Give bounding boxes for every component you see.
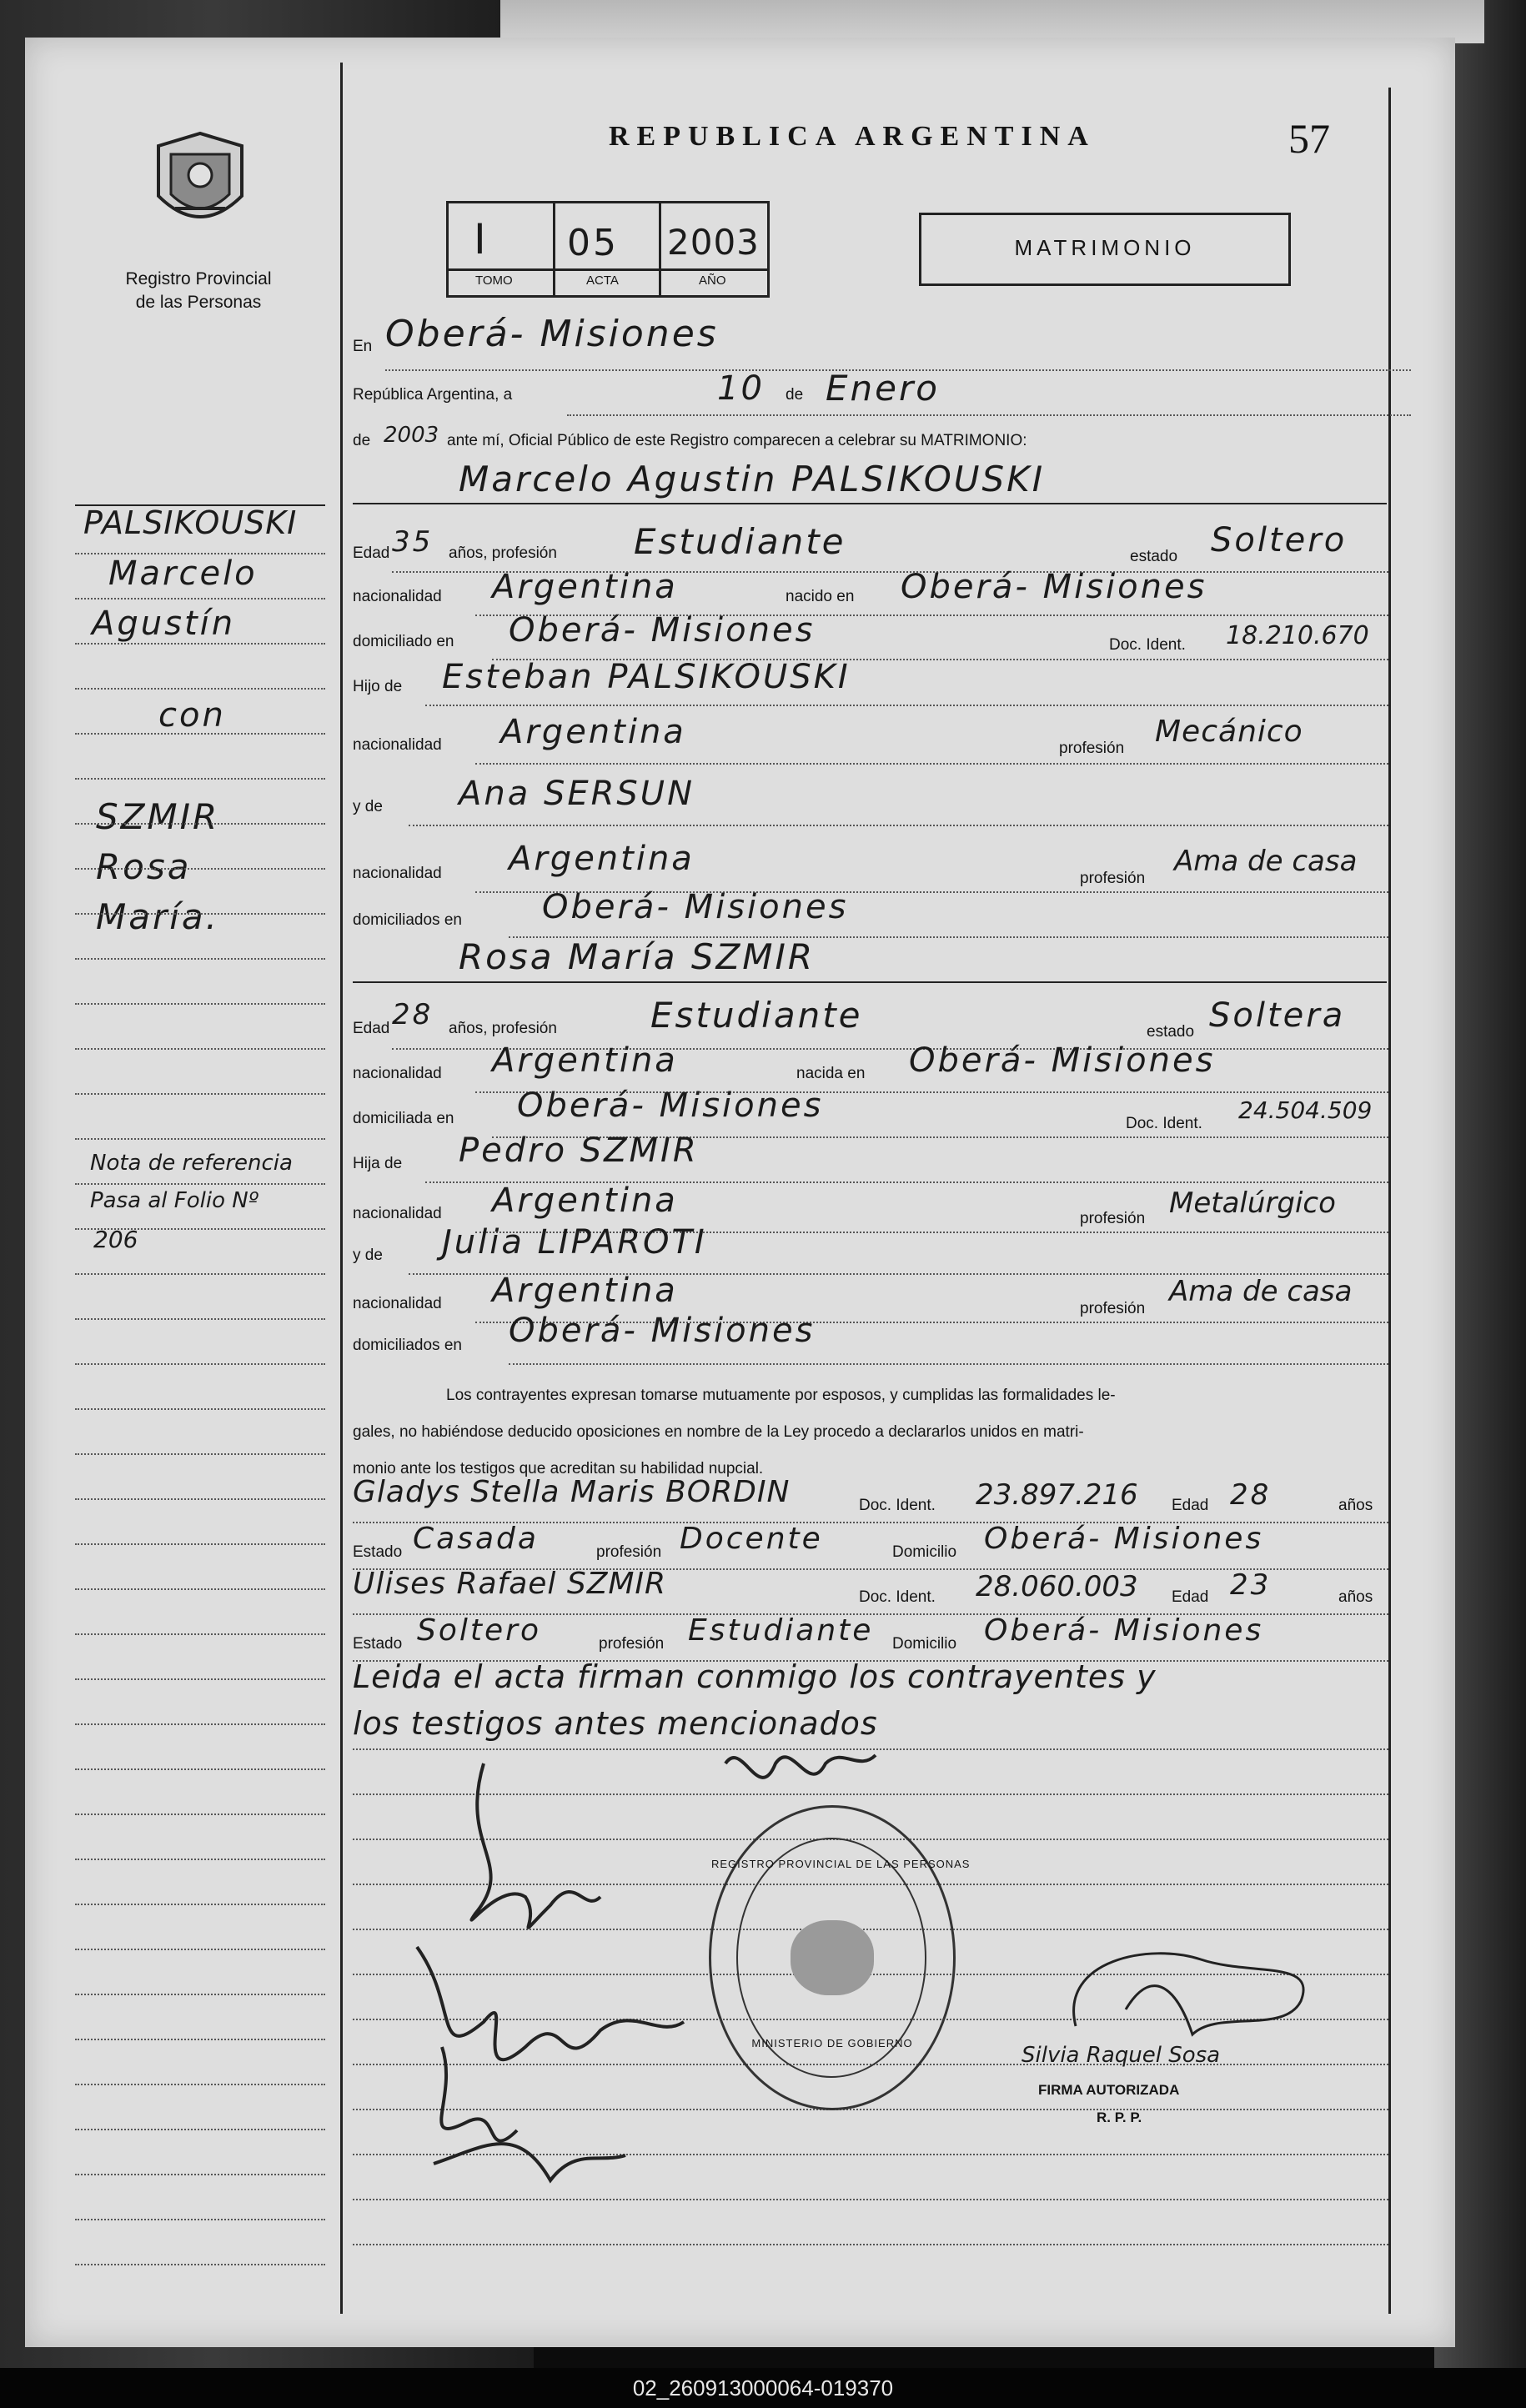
margin-ruled-line — [75, 823, 325, 825]
appearance-text: ante mí, Oficial Público de este Registro comparecen a celebrar su MATRIMONIO: — [447, 432, 1027, 449]
margin-ruled-line — [75, 1408, 325, 1410]
groom-edad-label: Edad — [353, 544, 390, 562]
groom-father-prof-label: profesión — [1059, 740, 1125, 757]
bride-father-nac-label: nacionalidad — [353, 1205, 442, 1222]
margin-ruled-line — [75, 2129, 325, 2130]
margin-ruled-line — [75, 2039, 325, 2040]
margin-ruled-line — [75, 1994, 325, 1995]
witness1-dom-label: Domicilio — [892, 1543, 957, 1561]
bride-domicile: Oberá- Misiones — [517, 1086, 824, 1125]
body-ruled-line — [353, 2244, 1388, 2245]
ano-value: 2003 — [667, 222, 760, 263]
bride-birthplace: Oberá- Misiones — [909, 1041, 1216, 1080]
margin-ruled-line — [75, 778, 325, 780]
witness1-profession: Docente — [680, 1522, 823, 1556]
bride-dom-label: domiciliada en — [353, 1110, 454, 1127]
bride-profession: Estudiante — [650, 995, 863, 1036]
margin-connector: con — [158, 696, 226, 735]
margin-groom-second: Agustín — [92, 605, 236, 643]
groom-profession: Estudiante — [634, 521, 846, 562]
margin-ruled-line — [75, 1138, 325, 1140]
margin-ruled-line — [75, 1814, 325, 1815]
image-code-footer: 02_260913000064-019370 — [0, 2368, 1526, 2408]
coat-of-arms-icon — [150, 129, 250, 242]
margin-ruled-line — [75, 1949, 325, 1950]
groom-parents-dom-label: domiciliados en — [353, 911, 462, 929]
margin-ruled-line — [75, 1768, 325, 1770]
margin-ruled-line — [75, 1093, 325, 1095]
witness2-civil-status: Soltero — [417, 1613, 541, 1648]
witness2-doc-label: Doc. Ident. — [859, 1588, 936, 1606]
official-seal — [709, 1805, 971, 2110]
groom-age: 35 — [392, 525, 434, 559]
act-type: MATRIMONIO — [1014, 235, 1196, 260]
bride-nacida-label: nacida en — [796, 1065, 866, 1082]
margin-ruled-line — [75, 1859, 325, 1860]
margin-ruled-line — [75, 1498, 325, 1500]
margin-ruled-line — [75, 1904, 325, 1905]
seal-emblem-icon — [791, 1920, 874, 1995]
witness2-profession: Estudiante — [688, 1613, 874, 1648]
witness2-domicile: Oberá- Misiones — [984, 1613, 1264, 1648]
page-number: 57 — [1288, 115, 1330, 162]
groom-nac-label: nacionalidad — [353, 588, 442, 605]
witness2-name: Ulises Rafael SZMIR — [353, 1567, 667, 1601]
bride-edad-label: Edad — [353, 1020, 390, 1037]
witness2-edad-label: Edad — [1172, 1588, 1209, 1606]
groom-birthplace: Oberá- Misiones — [901, 568, 1207, 606]
registry-box — [446, 201, 770, 298]
margin-groom-first: Marcelo — [108, 554, 258, 593]
officer-signature — [1051, 1909, 1326, 2051]
groom-father: Esteban PALSIKOUSKI — [442, 658, 851, 696]
act-day: 10 — [717, 369, 765, 408]
bride-mother-prof-label: profesión — [1080, 1300, 1146, 1317]
bride-civil-status: Soltera — [1209, 996, 1346, 1035]
margin-ruled-line — [75, 2264, 325, 2265]
bride-nac-label: nacionalidad — [353, 1065, 442, 1082]
officer-name: Silvia Raquel Sosa — [1022, 2043, 1221, 2068]
groom-doc-label: Doc. Ident. — [1109, 636, 1186, 654]
bride-prof-label: años, profesión — [449, 1020, 557, 1037]
body-ruled-line — [353, 2199, 1388, 2200]
groom-father-nac-label: nacionalidad — [353, 736, 442, 754]
de-label: de — [786, 386, 804, 404]
groom-estado-label: estado — [1130, 548, 1178, 565]
margin-ruled-line — [75, 958, 325, 960]
bride-parents-domicile: Oberá- Misiones — [509, 1312, 816, 1350]
bride-y-de-label: y de — [353, 1247, 383, 1264]
margin-note-line2: Pasa al Folio Nº — [90, 1188, 259, 1213]
groom-mother-nationality: Argentina — [509, 840, 695, 878]
register-page — [25, 38, 1455, 2347]
margin-ruled-line — [75, 1543, 325, 1545]
margin-ruled-line — [75, 1453, 325, 1455]
officer-office: R. P. P. — [1097, 2110, 1142, 2125]
margin-note-line3: 206 — [93, 1226, 138, 1253]
bride-name: Rosa María SZMIR — [459, 936, 816, 977]
groom-doc: 18.210.670 — [1226, 621, 1369, 650]
margin-ruled-line — [75, 1273, 325, 1275]
signature-scribbles-left — [384, 1730, 734, 2197]
right-border-rule — [1388, 88, 1391, 2314]
margin-ruled-line — [75, 553, 325, 554]
groom-hijo-label: Hijo de — [353, 678, 403, 695]
margin-bride-second: María. — [96, 896, 219, 937]
groom-domicile: Oberá- Misiones — [509, 611, 816, 650]
witness2-age: 23 — [1230, 1568, 1272, 1602]
declaration-line3: monio ante los testigos que acreditan su habilidad nupcial. — [353, 1460, 764, 1477]
witness2-prof-label: profesión — [599, 1635, 665, 1653]
ano-label: AÑO — [699, 273, 726, 288]
margin-ruled-line — [75, 688, 325, 690]
bride-doc: 24.504.509 — [1238, 1096, 1373, 1124]
seal-text-top: REGISTRO PROVINCIAL DE LAS PERSONAS — [711, 1858, 971, 1870]
en-label: En — [353, 338, 373, 355]
witness1-age: 28 — [1230, 1478, 1272, 1512]
bride-father-nationality: Argentina — [492, 1181, 678, 1220]
margin-note-line1: Nota de referencia — [90, 1151, 293, 1176]
margin-ruled-line — [75, 868, 325, 870]
bride-mother-profession: Ama de casa — [1169, 1275, 1353, 1308]
bride-nationality: Argentina — [492, 1041, 678, 1080]
groom-mother-nac-label: nacionalidad — [353, 865, 442, 882]
margin-bride-first: Rosa — [96, 846, 192, 887]
officer-title: FIRMA AUTORIZADA — [1038, 2082, 1180, 2098]
bride-hija-label: Hija de — [353, 1155, 403, 1172]
groom-nationality: Argentina — [492, 568, 678, 606]
groom-nacido-label: nacido en — [786, 588, 855, 605]
margin-ruled-line — [75, 1183, 325, 1185]
signature-scribble-center — [709, 1730, 892, 1822]
bride-father: Pedro SZMIR — [459, 1131, 699, 1170]
margin-ruled-line — [75, 1048, 325, 1050]
witness2-estado-label: Estado — [353, 1635, 403, 1653]
witness1-prof-label: profesión — [596, 1543, 662, 1561]
bride-parents-dom-label: domiciliados en — [353, 1337, 462, 1354]
margin-ruled-line — [75, 913, 325, 915]
groom-prof-label: años, profesión — [449, 544, 557, 562]
groom-father-profession: Mecánico — [1155, 715, 1303, 749]
margin-bride-surname: SZMIR — [96, 796, 220, 837]
margin-ruled-line — [75, 1678, 325, 1680]
act-type-box — [919, 213, 1291, 286]
bride-father-prof-label: profesión — [1080, 1210, 1146, 1227]
margin-ruled-line — [75, 2084, 325, 2085]
tomo-value: I — [474, 215, 489, 263]
groom-civil-status: Soltero — [1211, 521, 1348, 559]
office-name-line1: Registro Provincial — [125, 269, 272, 288]
closing-line2: los testigos antes mencionados — [353, 1705, 878, 1742]
margin-ruled-line — [75, 643, 325, 645]
groom-y-de-label: y de — [353, 798, 383, 815]
declaration-line1: Los contrayentes expresan tomarse mutuamente por esposos, y cumplidas las formalidades le- — [446, 1387, 1116, 1404]
margin-ruled-line — [75, 1228, 325, 1230]
groom-name: Marcelo Agustin PALSIKOUSKI — [459, 459, 1046, 499]
act-year: 2003 — [384, 423, 439, 448]
act-month: Enero — [826, 368, 940, 409]
margin-ruled-line — [75, 2174, 325, 2175]
acta-label: ACTA — [586, 273, 619, 288]
office-name-line2: de las Personas — [135, 293, 262, 312]
groom-mother: Ana SERSUN — [459, 775, 695, 813]
witness1-civil-status: Casada — [413, 1522, 539, 1556]
witness1-anos-label: años — [1338, 1497, 1373, 1514]
margin-ruled-line — [75, 1633, 325, 1635]
margin-column-rule — [340, 63, 343, 2314]
groom-mother-prof-label: profesión — [1080, 870, 1146, 887]
witness1-edad-label: Edad — [1172, 1497, 1209, 1514]
groom-dom-label: domiciliado en — [353, 633, 454, 650]
country-heading: REPUBLICA ARGENTINA — [609, 121, 1096, 152]
de-year-label: de — [353, 432, 371, 449]
witness1-doc-label: Doc. Ident. — [859, 1497, 936, 1514]
groom-parents-domicile: Oberá- Misiones — [542, 888, 849, 926]
act-place: Oberá- Misiones — [385, 313, 719, 355]
witness1-estado-label: Estado — [353, 1543, 403, 1561]
margin-ruled-line — [75, 1003, 325, 1005]
witness2-dom-label: Domicilio — [892, 1635, 957, 1653]
bride-mother: Julia LIPAROTI — [442, 1223, 707, 1262]
tomo-label: TOMO — [475, 273, 513, 288]
margin-ruled-line — [75, 1588, 325, 1590]
acta-value: 05 — [567, 222, 619, 264]
groom-mother-profession: Ama de casa — [1174, 845, 1358, 878]
republic-label: República Argentina, a — [353, 386, 513, 404]
bride-doc-label: Doc. Ident. — [1126, 1115, 1202, 1132]
bride-mother-nac-label: nacionalidad — [353, 1295, 442, 1312]
witness1-doc: 23.897.216 — [976, 1478, 1138, 1512]
witness1-domicile: Oberá- Misiones — [984, 1522, 1264, 1556]
witness2-anos-label: años — [1338, 1588, 1373, 1606]
seal-text-bottom: MINISTERIO DE GOBIERNO — [751, 2037, 913, 2049]
closing-line1: Leida el acta firman conmigo los contrayentes y — [353, 1658, 1157, 1695]
margin-ruled-line — [75, 733, 325, 735]
groom-father-nationality: Argentina — [500, 713, 686, 751]
margin-ruled-line — [75, 1363, 325, 1365]
bride-mother-nationality: Argentina — [492, 1272, 678, 1310]
bride-age: 28 — [392, 998, 434, 1031]
declaration-line2: gales, no habiéndose deducido oposiciones en nombre de la Ley procedo a declararlos unidos en matri- — [353, 1423, 1084, 1441]
margin-ruled-line — [75, 598, 325, 599]
bride-father-profession: Metalúrgico — [1169, 1186, 1336, 1220]
margin-ruled-line — [75, 1723, 325, 1725]
witness1-name: Gladys Stella Maris BORDIN — [353, 1475, 791, 1509]
margin-ruled-line — [75, 2219, 325, 2220]
margin-groom-surname: PALSIKOUSKI — [83, 504, 298, 541]
bride-estado-label: estado — [1147, 1023, 1195, 1041]
witness2-doc: 28.060.003 — [976, 1570, 1138, 1603]
margin-ruled-line — [75, 1318, 325, 1320]
